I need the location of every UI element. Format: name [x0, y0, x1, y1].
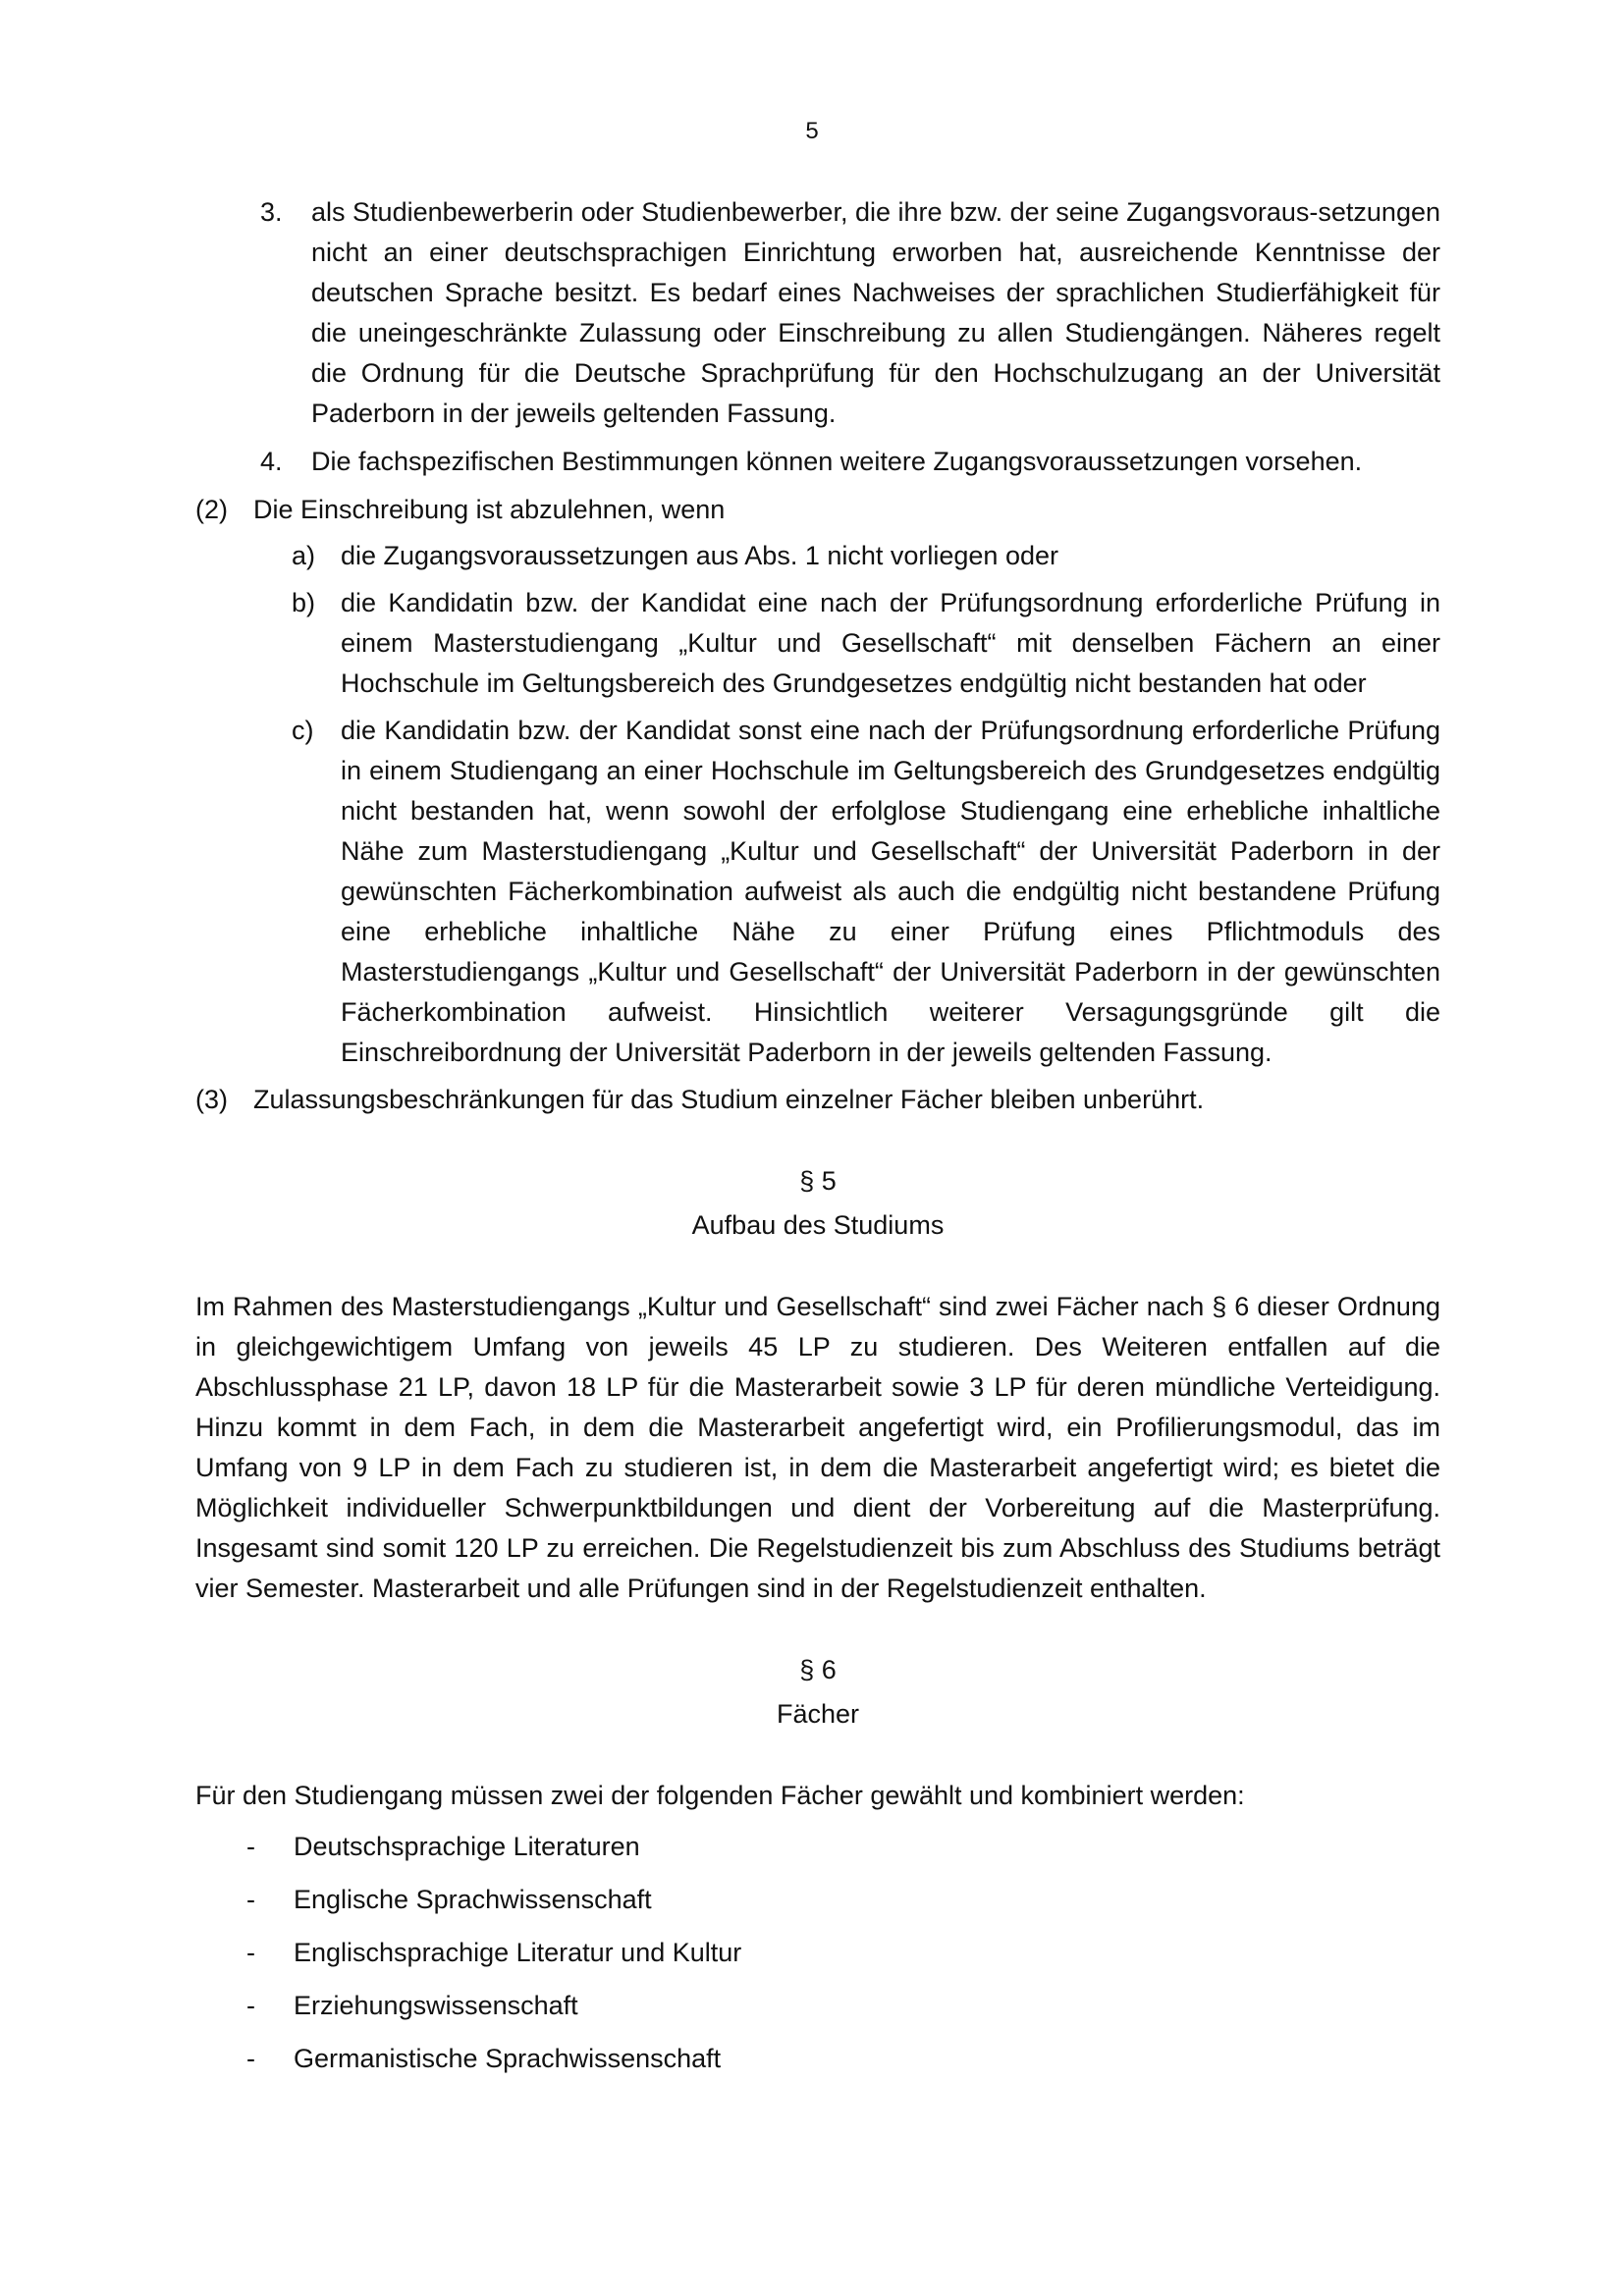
sub-item-a [195, 536, 1440, 576]
page-content [195, 192, 1440, 2091]
section-5-heading [195, 1159, 1440, 1248]
sub-item-b [195, 583, 1440, 704]
section-number: § 6 [799, 1655, 837, 1684]
numbered-item-3 [195, 192, 1440, 434]
sub-item-text: die Kandidatin bzw. der Kandidat eine nach der Prüfungsordnung erforderliche Prüfung in einem Masterstudiengang „Kultur und Gesellschaft“ mit denselben Fächern an einer Hochschule im Geltungsbereich des Grundgesetzes endgültig nicht bestanden hat oder [341, 588, 1440, 698]
list-dash: - [246, 1938, 255, 1967]
section-title: Fächer [776, 1699, 860, 1729]
subject-name: Deutschsprachige Literaturen [294, 1832, 640, 1861]
page-number: 5 [805, 118, 819, 144]
numbered-item-4 [195, 442, 1440, 482]
list-item [195, 1932, 1440, 1973]
sub-item-label: b) [292, 588, 316, 617]
section-title: Aufbau des Studiums [691, 1210, 945, 1240]
paragraph-text: Die Einschreibung ist abzulehnen, wenn [253, 495, 726, 524]
sub-item-c [195, 711, 1440, 1073]
section-6-intro: Für den Studiengang müssen zwei der folgenden Fächer gewählt und kombiniert werden: [195, 1781, 1245, 1810]
subject-name: Erziehungswissenschaft [294, 1991, 578, 2020]
list-item [195, 1826, 1440, 1867]
list-item [195, 1985, 1440, 2026]
item-number: 3. [260, 197, 283, 227]
paragraph-number: (2) [195, 495, 228, 524]
item-number: 4. [260, 447, 283, 476]
list-dash: - [246, 1832, 255, 1861]
subject-name: Englische Sprachwissenschaft [294, 1885, 652, 1914]
list-dash: - [246, 1991, 255, 2020]
item-text: als Studienbewerberin oder Studienbewerber, die ihre bzw. der seine Zugangsvoraus-setzungen nicht an einer deutschsprachigen Einrichtung erworben hat, ausreichende Kenntnisse der deutschen Sprache besitzt. Es bedarf eines Nachweises der sprachlichen Studierfähigkeit für die uneingeschränkte Zulassung oder Einschreibung zu allen Studiengängen. Näheres regelt die Ordnung für die Deutsche Sprachprüfung für den Hochschulzugang an der Universität Paderborn in der jeweils geltenden Fassung. [311, 197, 1440, 428]
paragraph-2 [195, 490, 1440, 530]
sub-item-text: die Kandidatin bzw. der Kandidat sonst eine nach der Prüfungsordnung erforderliche Prüfung in einem Studiengang an einer Hochschule im Geltungsbereich des Grundgesetzes endgültig nicht bestanden hat, wenn sowohl der erfolglose Studiengang eine erhebliche inhaltliche Nähe zum Masterstudiengang „Kultur und Gesellschaft“ der Universität Paderborn in der gewünschten Fächerkombination aufweist als auch die endgültig nicht bestandene Prüfung eine erhebliche inhaltliche Nähe zu einer Prüfung eines Pflichtmoduls des Masterstudiengangs „Kultur und Gesellschaft“ der Universität Paderborn in der gewünschten Fächerkombination aufweist. Hinsichtlich weiterer Versagungsgründe gilt die Einschreibordnung der Universität Paderborn in der jeweils geltenden Fassung. [341, 716, 1440, 1067]
section-number: § 5 [799, 1166, 837, 1196]
section-6-heading [195, 1648, 1440, 1736]
list-dash: - [246, 2044, 255, 2073]
list-dash: - [246, 1885, 255, 1914]
sub-item-label: c) [292, 716, 314, 745]
list-item [195, 1879, 1440, 1920]
paragraph-3 [195, 1080, 1440, 1120]
paragraph-text: Zulassungsbeschränkungen für das Studium einzelner Fächer bleiben unberührt. [253, 1085, 1205, 1114]
item-text: Die fachspezifischen Bestimmungen können weitere Zugangsvoraussetzungen vorsehen. [311, 447, 1363, 476]
subject-name: Germanistische Sprachwissenschaft [294, 2044, 722, 2073]
subject-name: Englischsprachige Literatur und Kultur [294, 1938, 742, 1967]
list-item [195, 2038, 1440, 2079]
section-5-body: Im Rahmen des Masterstudiengangs „Kultur und Gesellschaft“ sind zwei Fächer nach § 6 dieser Ordnung in gleichgewichtigem Umfang von jeweils 45 LP zu studieren. Des Weiteren entfallen auf die Abschlussphase 21 LP, davon 18 LP für die Masterarbeit sowie 3 LP für deren mündliche Verteidigung. Hinzu kommt in dem Fach, in dem die Masterarbeit angefertigt wird, ein Profilierungsmodul, das im Umfang von 9 LP in dem Fach zu studieren ist, in dem die Masterarbeit angefertigt wird; es bietet die Möglichkeit individueller Schwerpunktbildungen und dient der Vorbereitung auf die Masterprüfung. Insgesamt sind somit 120 LP zu erreichen. Die Regelstudienzeit bis zum Abschluss des Studiums beträgt vier Semester. Masterarbeit und alle Prüfungen sind in der Regelstudienzeit enthalten. [195, 1292, 1440, 1603]
sub-item-label: a) [292, 541, 316, 570]
subject-list [195, 1826, 1440, 2079]
sub-item-text: die Zugangsvoraussetzungen aus Abs. 1 nicht vorliegen oder [341, 541, 1058, 570]
paragraph-number: (3) [195, 1085, 228, 1114]
